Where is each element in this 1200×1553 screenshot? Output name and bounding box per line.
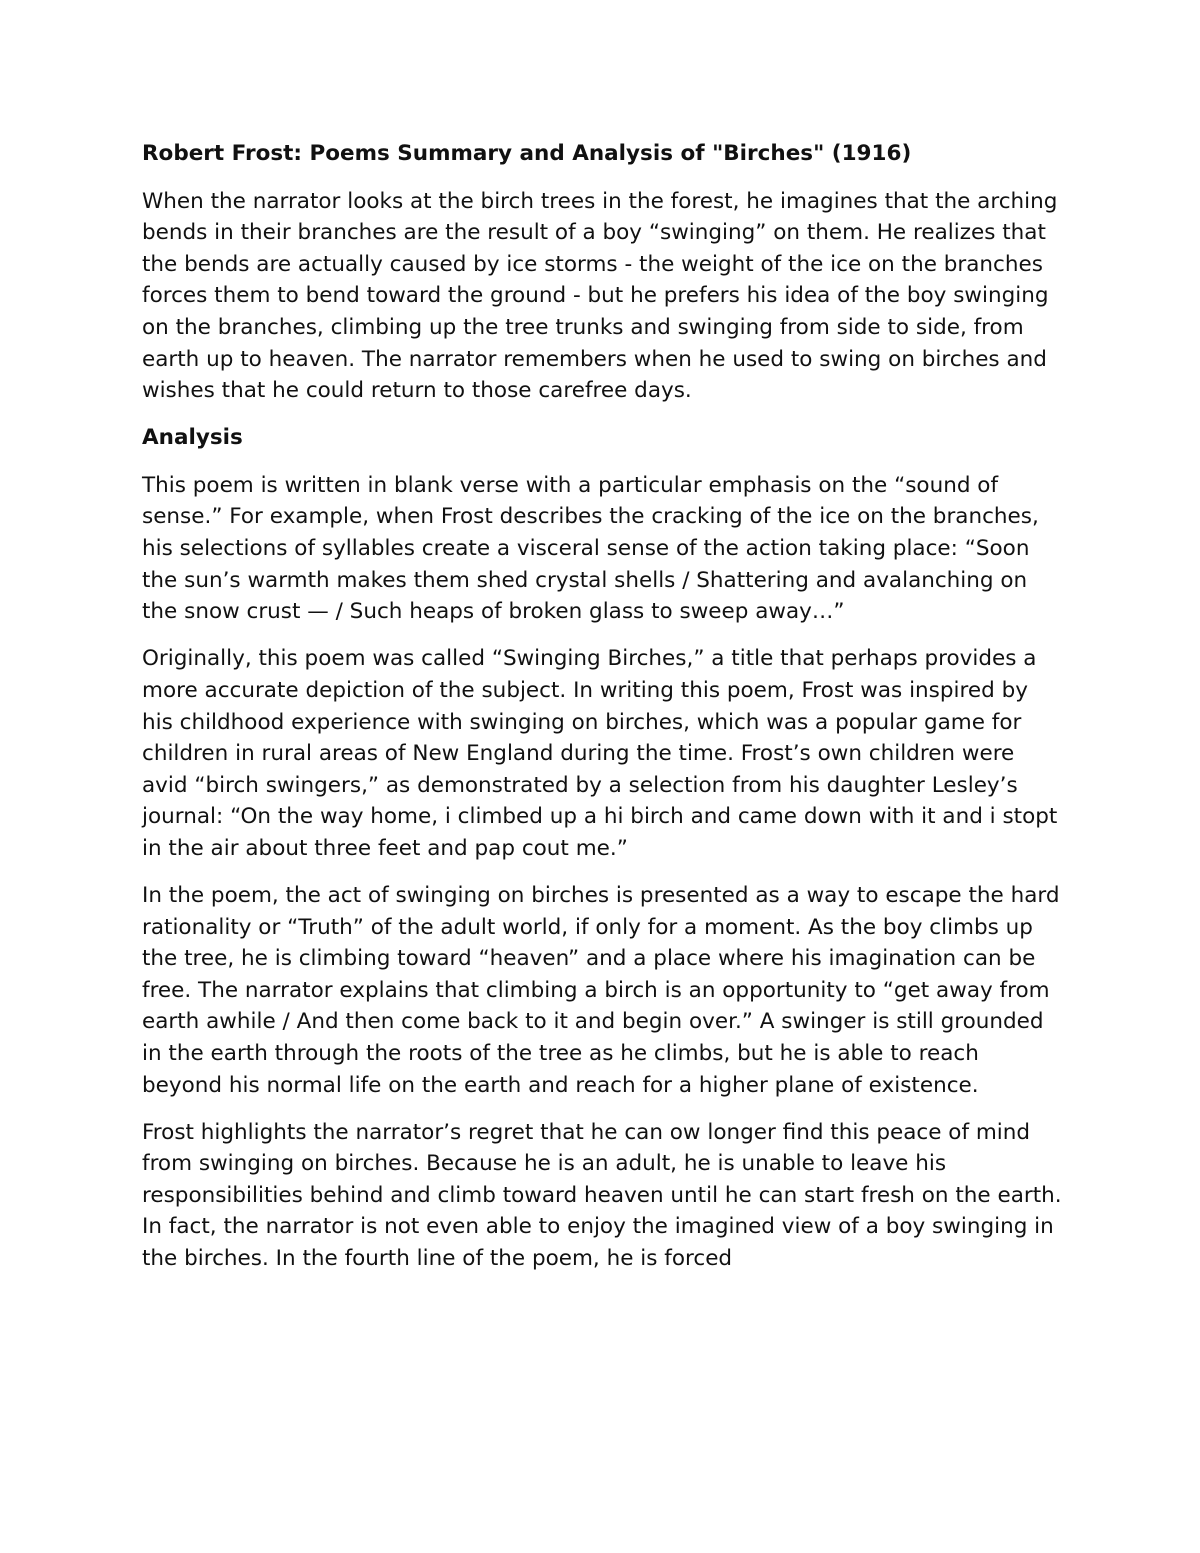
analysis-paragraph-3: In the poem, the act of swinging on birches is presented as a way to escape the hard rationality or “Truth” of the adult world, if only for a moment. As the boy climbs up the tree, he is climbing toward “heaven” and a place where his imagination can be free. The narrator explains that climbing a birch is an opportunity to “get away from earth awhile / And then come back to it and begin over.” A swinger is still grounded in the earth through the roots of the tree as he climbs, but he is able to reach beyond his normal life on the earth and reach for a higher plane of existence. [142, 882, 1060, 1098]
analysis-paragraph-2: Originally, this poem was called “Swinging Birches,” a title that perhaps provides a more accurate depiction of the subject. In writing this poem, Frost was inspired by his childhood experience with swinging on birches, which was a popular game for children in rural areas of New England during the time. Frost’s own children were avid “birch swingers,” as demonstrated by a selection from his daughter Lesley’s journal: “On the way home, i climbed up a hi birch and came down with it and i stopt in the air about three feet and pap cout me.” [142, 646, 1058, 861]
analysis-paragraph-4: Frost highlights the narrator’s regret that he can ow longer find this peace of mind from swinging on birches. Because he is an adult, he is unable to leave his responsibilities behind and climb toward heaven until he can start fresh on the earth. In fact, the narrator is not even able to enjoy the imagined view of a boy swinging in the birches. In the fourth line of the poem, he is forced [142, 1119, 1062, 1271]
document-title: Robert Frost: Poems Summary and Analysis of "Birches" (1916) [142, 141, 912, 166]
analysis-heading: Analysis [142, 425, 243, 451]
document-body [142, 138, 1062, 1290]
summary-paragraph: When the narrator looks at the birch trees in the forest, he imagines that the arching bends in their branches are the result of a boy “swinging” on them. He realizes that the bends are actually caused by ice storms - the weight of the ice on the branches forces them to bend toward the ground - but he prefers his idea of the boy swinging on the branches, climbing up the tree trunks and swinging from side to side, from earth up to heaven. The narrator remembers when he used to swing on birches and wishes that he could return to those carefree days. [142, 188, 1058, 404]
analysis-paragraph-1: This poem is written in blank verse with a particular emphasis on the “sound of sense.” For example, when Frost describes the cracking of the ice on the branches, his selections of syllables create a visceral sense of the action taking place: “Soon the sun’s warmth makes them shed crystal shells / Shattering and avalanching on the snow crust — / Such heaps of broken glass to sweep away…” [142, 472, 1039, 625]
